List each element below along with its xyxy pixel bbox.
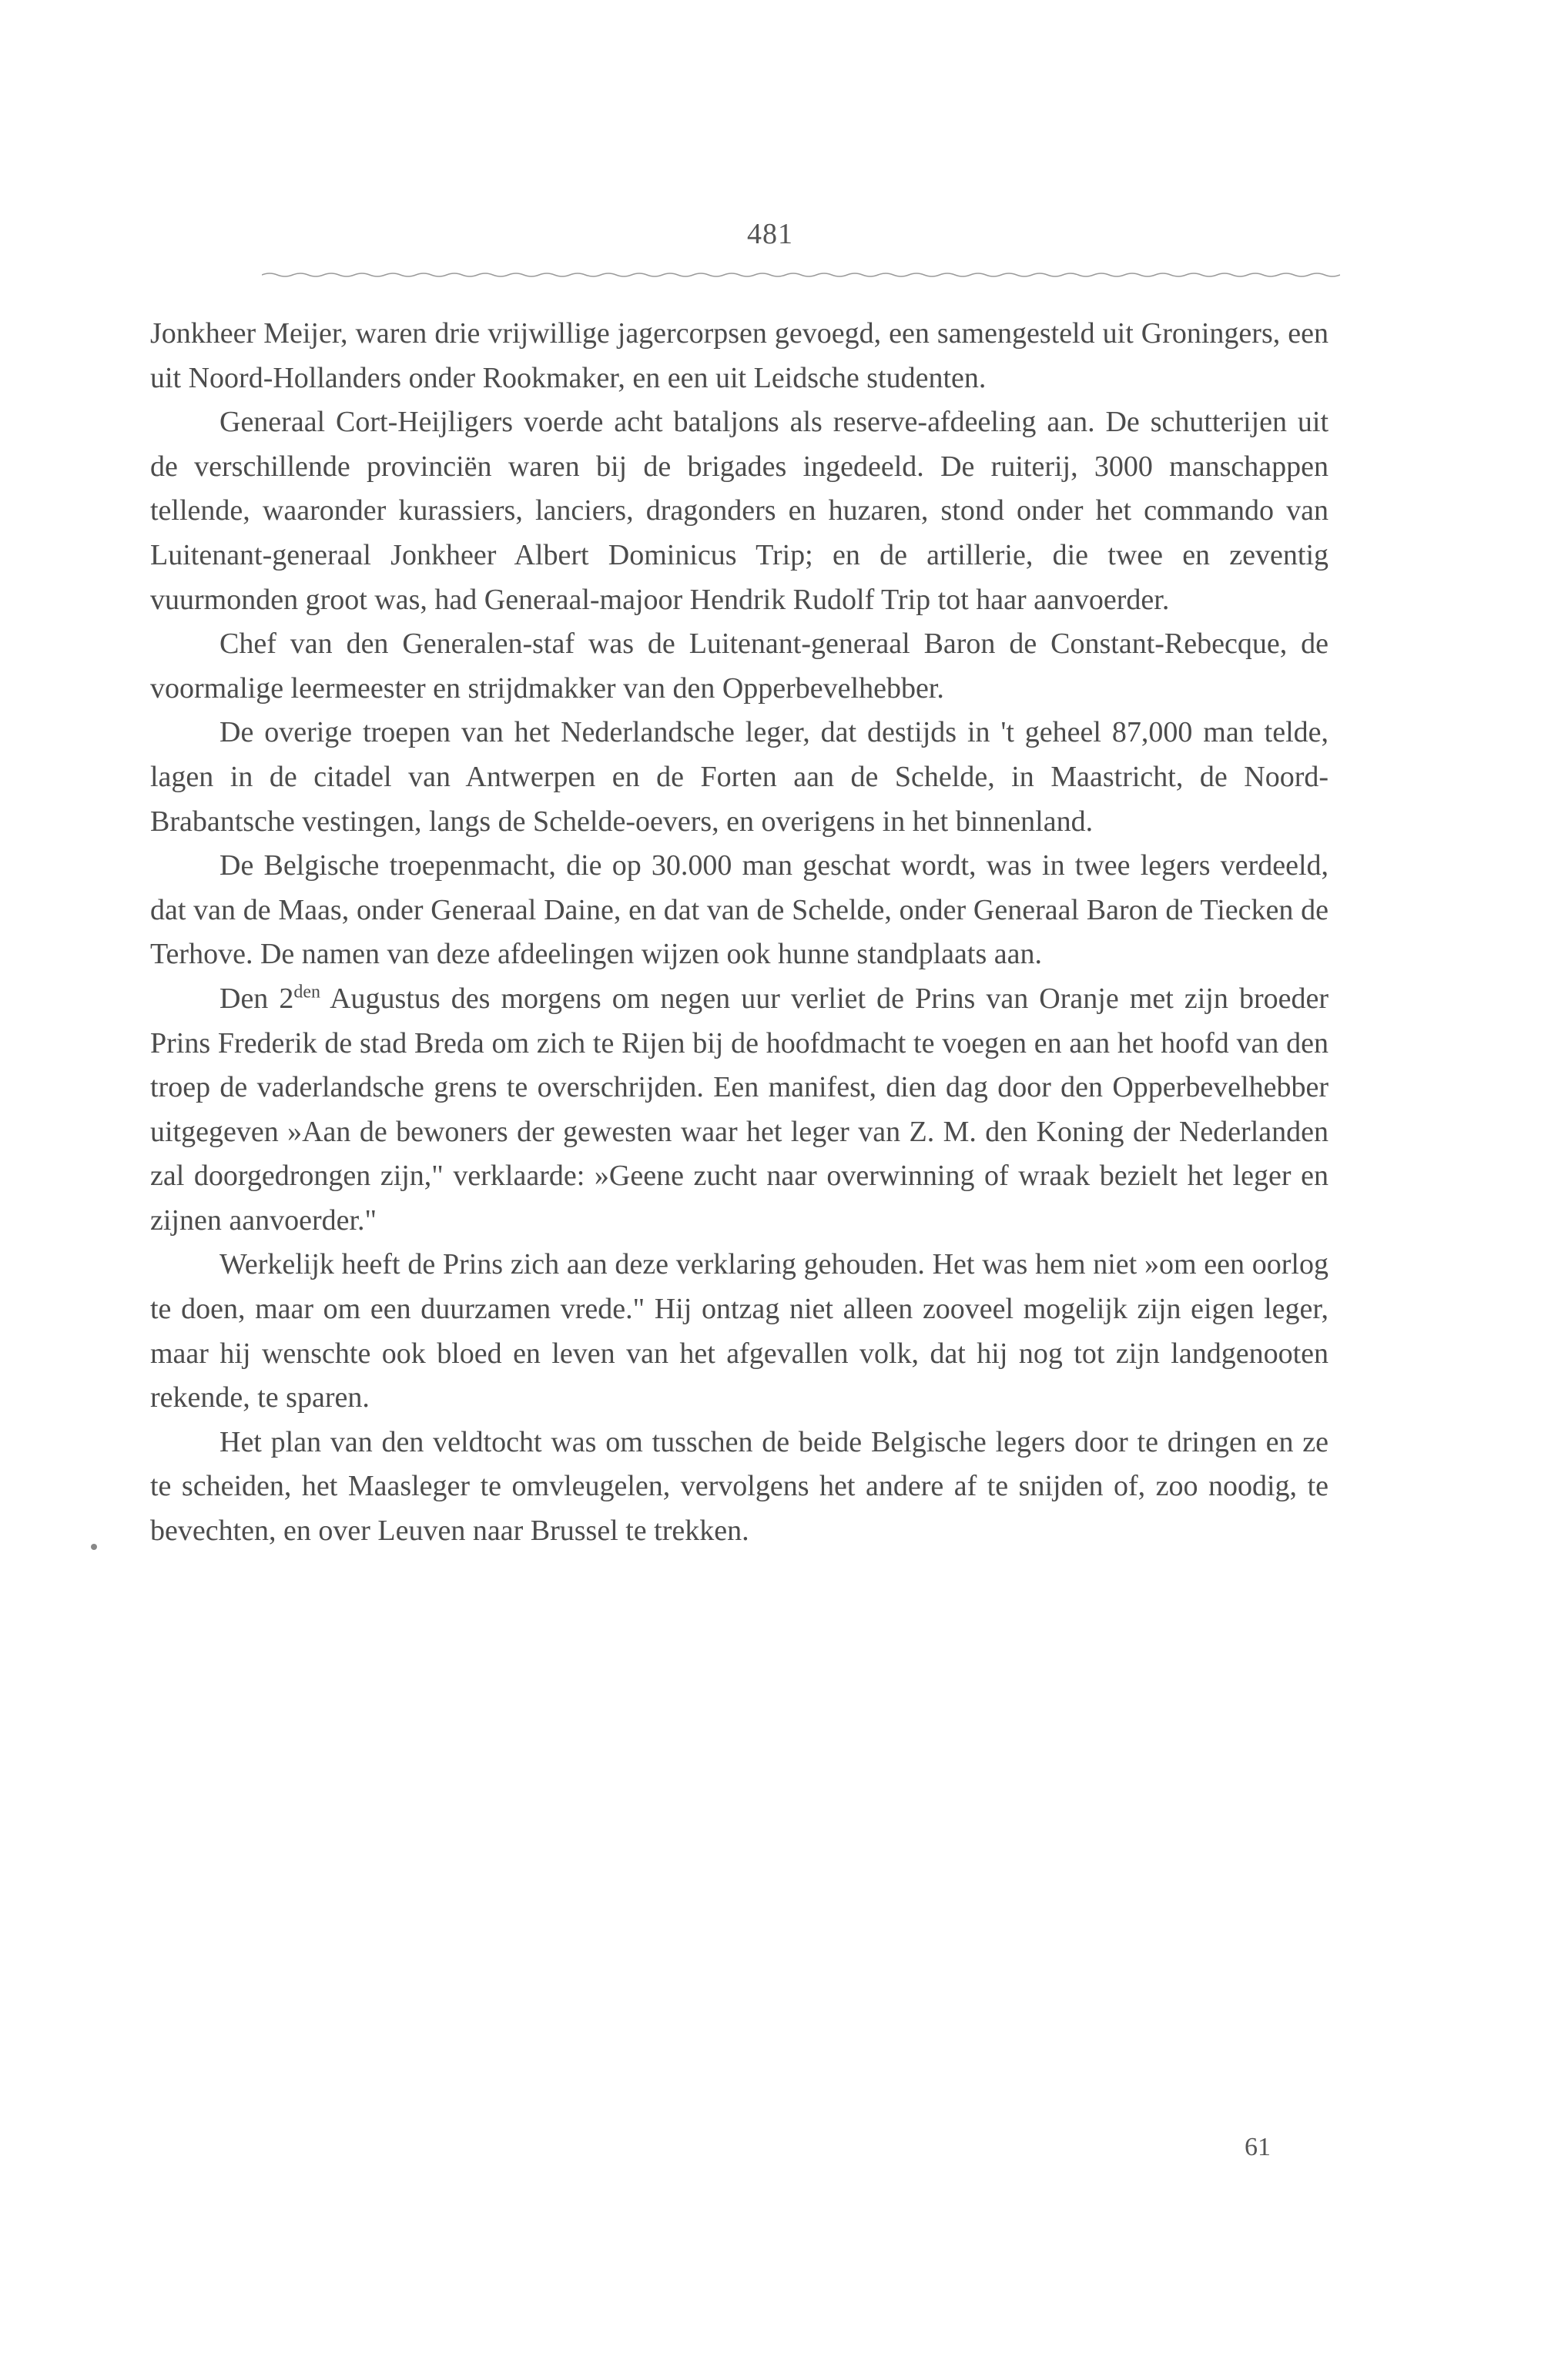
paragraph: Werkelijk heeft de Prins zich aan deze verklaring gehouden. Het was hem niet »om een oorlog te doen, maar om een duurzamen vrede." Hij ontzag niet alleen zooveel mogelijk zijn eigen leger, maar hij wenschte ook bloed en leven van het afgevallen volk, dat hij nog tot zijn landgenooten rekende, te sparen. (150, 1248, 1328, 1414)
header-rule (262, 271, 1340, 279)
paragraph: De overige troepen van het Nederlandsche leger, dat destijds in 't geheel 87,000 man telde, lagen in de citadel van Antwerpen en de Forten aan de Schelde, in Maastricht, de Noord-Brabantsche vestingen, langs de Schelde-oevers, en overigens in het binnenland. (150, 716, 1328, 838)
paragraph: Generaal Cort-Heijligers voerde acht bataljons als reserve-afdeeling aan. De schutterijen uit de verschillende provinciën waren bij de brigades ingedeeld. De ruiterij, 3000 manschappen tellende, waaronder kurassiers, lanciers, dragonders en huzaren, stond onder het commando van Luitenant-generaal Jonkheer Albert Dominicus Trip; en de artillerie, die twee en zeventig vuurmonden groot was, had Generaal-majoor Hendrik Rudolf Trip tot haar aanvoerder. (150, 406, 1328, 616)
signature-mark: 61 (1245, 2133, 1271, 2161)
date-prefix: Den 2 (219, 982, 294, 1015)
paragraph: De Belgische troepenmacht, die op 30.000 man geschat wordt, was in twee legers verdeeld, dat van de Maas, onder Generaal Daine, en dat van de Schelde, onder Generaal Baron de Tiecken de Terhove. De namen van deze afdeelingen wijzen ook hunne standplaats aan. (150, 849, 1328, 971)
paragraph: Jonkheer Meijer, waren drie vrijwillige jagercorpsen gevoegd, een samengesteld uit Groningers, een uit Noord-Hollanders onder Rookmaker, en een uit Leidsche studenten. (150, 317, 1328, 394)
margin-dot (91, 1544, 97, 1550)
page-number: 481 (747, 218, 793, 250)
body-text (150, 312, 1328, 1554)
paragraph: Chef van den Generalen-staf was de Luitenant-generaal Baron de Constant-Rebecque, de voormalige leermeester en strijdmakker van den Opperbevelhebber. (150, 628, 1328, 705)
paragraph: Het plan van den veldtocht was om tusschen de beide Belgische legers door te dringen en ze te scheiden, het Maasleger te omvleugelen, vervolgens het andere af te snijden of, zoo noodig, te bevechten, en over Leuven naar Brussel te trekken. (150, 1425, 1328, 1548)
date-superscript: den (293, 982, 321, 1003)
paragraph-rest: Augustus des morgens om negen uur verliet de Prins van Oranje met zijn broeder Prins Frederik de stad Breda om zich te Rijen bij de hoofdmacht te voegen en aan het hoofd van den troep de vaderlandsche grens te overschrijden. Een manifest, dien dag door den Opperbevelhebber uitgegeven »Aan de bewoners der gewesten waar het leger van Z. M. den Koning der Nederlanden zal doorgedrongen zijn," verklaarde: »Geene zucht naar overwinning of wraak bezielt het leger en zijnen aanvoerder." (150, 982, 1328, 1237)
paragraph (150, 977, 1328, 1244)
